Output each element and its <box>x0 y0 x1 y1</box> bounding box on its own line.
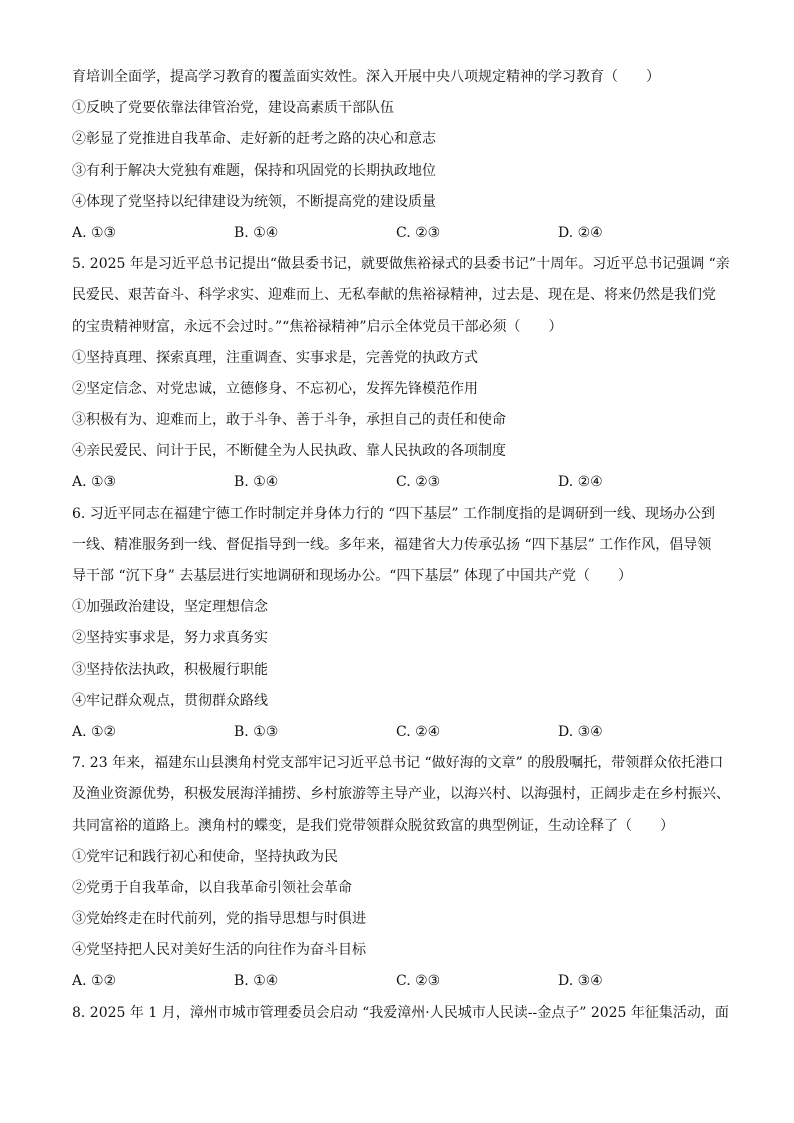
statement-4: ④体现了党坚持以纪律建设为统领，不断提高党的建设质量 <box>72 193 436 210</box>
statement-1: ①加强政治建设，坚定理想信念 <box>72 599 268 616</box>
question-stem: 育培训全面学，提高学习教育的覆盖面实效性。深入开展中央八项规定精神的学习教育（ ） <box>72 69 660 85</box>
question-stem: 6. 习近平同志在福建宁德工作时制定并身体力行的 “四下基层” 工作制度指的是调研到一线、现场办公到 <box>72 505 716 522</box>
answer-options <box>72 218 732 249</box>
answer-options <box>72 966 732 997</box>
question-stem: 的宝贵精神财富，永远不会过时。”“焦裕禄精神”启示全体党员干部必须（ ） <box>72 318 563 335</box>
question-stem: 一线、精准服务到一线、督促指导到一线。多年来，福建省大力传承弘扬 “四下基层” 工作作风，倡导领 <box>72 536 712 553</box>
statement-1: ①反映了党要依靠法律管治党，建设高素质干部队伍 <box>72 100 394 117</box>
question-8 <box>72 998 732 1029</box>
statement-4: ④亲民爱民、问计于民，不断健全为人民执政、靠人民执政的各项制度 <box>72 443 506 460</box>
question-stem: 5. 2025 年是习近平总书记提出“做县委书记，就要做焦裕禄式的县委书记”十周年。习近平总书记强调 “亲 <box>72 256 730 273</box>
option-c: C. ②③ <box>396 224 441 241</box>
answer-options <box>72 467 732 498</box>
option-a: A. ①③ <box>72 474 117 491</box>
statement-3: ③党始终走在时代前列，党的指导思想与时俱进 <box>72 911 366 928</box>
question-4 <box>72 62 732 249</box>
statement-2: ②坚持实事求是，努力求真务实 <box>72 630 268 647</box>
question-5 <box>72 249 732 499</box>
option-b: B. ①④ <box>234 224 279 241</box>
statement-1: ①坚持真理、探索真理，注重调查、实事求是，完善党的执政方式 <box>72 349 478 366</box>
exam-page <box>72 62 732 1029</box>
question-stem: 共同富裕的道路上。澳角村的蝶变，是我们党带领群众脱贫致富的典型例证，生动诠释了（ ） <box>72 817 674 834</box>
question-stem: 8. 2025 年 1 月，漳州市城市管理委员会启动 “我爱漳州·人民城市人民读--金点子” 2025 年征集活动，面 <box>72 1004 729 1021</box>
option-a: A. ①② <box>72 973 117 990</box>
option-d: D. ②④ <box>558 474 603 491</box>
question-stem: 民爱民、艰苦奋斗、科学求实、迎难而上、无私奉献的焦裕禄精神，过去是、现在是、将来仍然是我们党 <box>72 287 716 304</box>
option-b: B. ①④ <box>234 973 279 990</box>
option-b: B. ①③ <box>234 723 279 740</box>
statement-3: ③有利于解决大党独有难题，保持和巩固党的长期执政地位 <box>72 162 436 179</box>
option-c: C. ②③ <box>396 973 441 990</box>
option-d: D. ②④ <box>558 224 603 241</box>
option-b: B. ①④ <box>234 474 279 491</box>
option-d: D. ③④ <box>558 973 603 990</box>
statement-1: ①党牢记和践行初心和使命，坚持执政为民 <box>72 848 338 865</box>
question-stem: 及渔业资源优势，积极发展海洋捕捞、乡村旅游等主导产业，以海兴村、以海强村，正阔步走在乡村振兴、 <box>72 786 730 803</box>
option-a: A. ①② <box>72 723 117 740</box>
statement-3: ③积极有为、迎难而上，敢于斗争、善于斗争，承担自己的责任和使命 <box>72 412 506 429</box>
statement-3: ③坚持依法执政，积极履行职能 <box>72 661 268 678</box>
question-7 <box>72 748 732 998</box>
option-a: A. ①③ <box>72 224 117 241</box>
statement-2: ②党勇于自我革命，以自我革命引领社会革命 <box>72 879 352 896</box>
question-6 <box>72 499 732 749</box>
option-c: C. ②③ <box>396 474 441 491</box>
statement-2: ②坚定信念、对党忠诚，立德修身、不忘初心，发挥先锋模范作用 <box>72 380 478 397</box>
statement-2: ②彰显了党推进自我革命、走好新的赶考之路的决心和意志 <box>72 131 436 148</box>
question-stem: 7. 23 年来，福建东山县澳角村党支部牢记习近平总书记 “做好海的文章” 的殷殷嘱托，带领群众依托港口 <box>72 755 724 772</box>
answer-options <box>72 717 732 748</box>
statement-4: ④党坚持把人民对美好生活的向往作为奋斗目标 <box>72 942 366 959</box>
option-d: D. ③④ <box>558 723 603 740</box>
question-stem: 导干部 “沉下身” 去基层进行实地调研和现场办公。“四下基层” 体现了中国共产党（ ） <box>72 568 632 584</box>
statement-4: ④牢记群众观点，贯彻群众路线 <box>72 692 268 709</box>
option-c: C. ②④ <box>396 723 441 740</box>
